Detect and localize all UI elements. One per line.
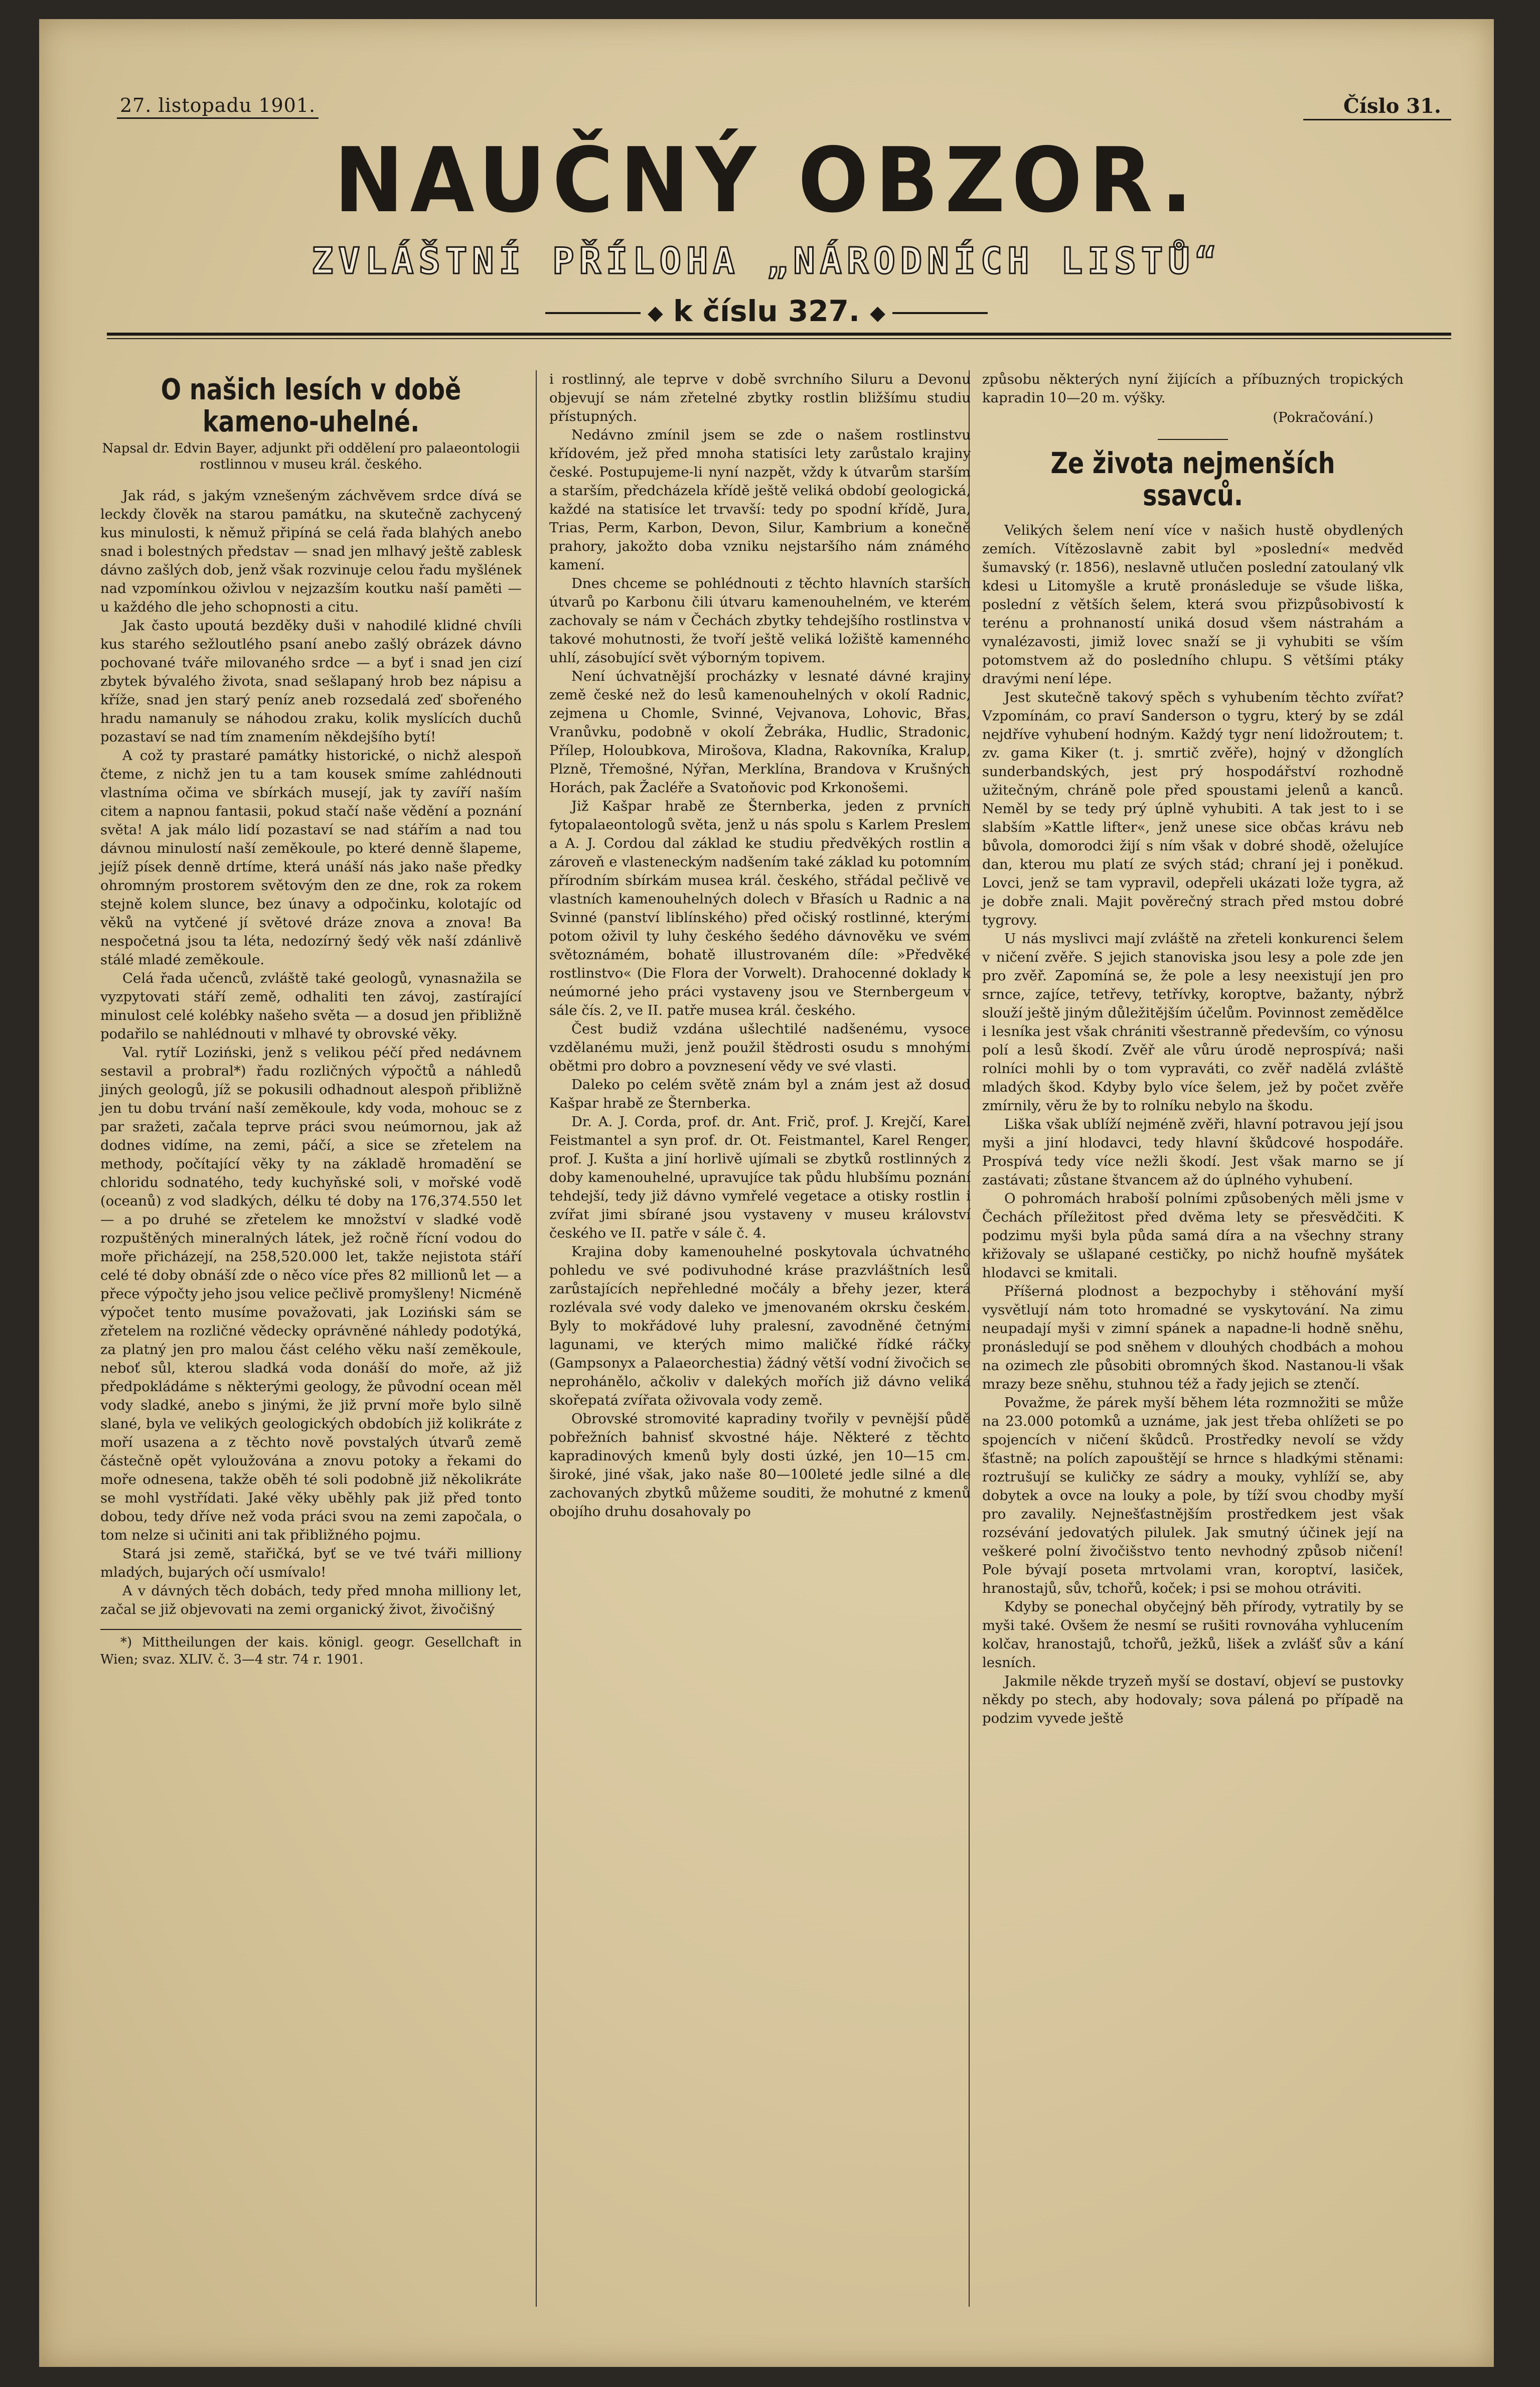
column-1 xyxy=(100,370,522,1668)
paragraph: Dr. A. J. Corda, prof. dr. Ant. Frič, prof. J. Krejčí, Karel Feistmantel a syn prof. dr. Ot. Feistmantel, Karel Renger, prof. J. Kušta a jiní horlivě ujímali se zbytků rostlinných z doby kamenouhelné, upravujíce tak půdu hlubšímu poznání tehdejší, tedy již dávno vymřelé vegetace a otisky rostlin i zvířat jimi sbírané jsou vystaveny v museu království českého ve II. patře v sále č. 4. xyxy=(549,1114,971,1241)
paragraph: Obrovské stromovité kapradiny tvořily v pevnější půdě pobřežních bahnisť skvostné háje. Některé z těchto kapradinových kmenů byly dosti úzké, jen 10—15 cm. široké, jiné však, jako naše 80—100leté jedle silné a dle zachovaných zbytků můžeme souditi, že mohutné z kmenů obojího druhu dosahovaly po xyxy=(549,1411,971,1520)
paragraph: O pohromách hraboší polními způsobených měli jsme v Čechách příležitost před dvěma lety se přesvědčiti. K podzimu myši byla půda samá díra a na všechny strany křižovaly se ušlapané cestičky, po nichž houfně myšátek hlodavci se kmitali. xyxy=(982,1190,1404,1281)
paragraph: Jakmile někde tryzeň myší se dostaví, objeví se pustovky někdy po stech, aby hodovaly; sova pálená po případě na podzim vyvede ještě xyxy=(982,1673,1404,1726)
paragraph: Jest skutečně takový spěch s vyhubením těchto zvířat? Vzpomínám, co praví Sanderson o tygru, který by se zdál nejdříve vyhubení hodným. Každý tygr není lidožroutem; t. zv. gama Kiker (t. j. smrtič zvěře), hojný v džonglích sunderbandských, jest prý hospodářství rozhodně užitečným, chráně pole před spoustami jelenů a kanců. Neměl by se tedy prý úplně vyhubiti. A tak jest to i se slabším »Kattle lifter«, jenž unese sice občas krávu neb bůvola, domorodci žijí s ním však v dobré shodě, oželujíce dan, kterou mu platí ze svých stád; chraní jej i poněkud. Lovci, jenž se tam vypravil, odepřeli ukázati lože tygra, až je dobře znali. Majit pověrečný strach před mstou dobré tygrovy. xyxy=(982,689,1404,928)
header-rule-thick xyxy=(107,333,1451,336)
footnote-text: *) Mittheilungen der kais. königl. geogr. Gesellchaft in Wien; svaz. XLIV. č. 3—4 str. 74 r. 1901. xyxy=(100,1635,522,1667)
diamond-ornament-icon: ◆ xyxy=(870,301,885,325)
paragraph: Velikých šelem není více v našich hustě obydlených zemích. Vítězoslavně zabit byl »poslední« medvěd šumavský (r. 1856), neslavně utlučen poslední zatoulaný vlk kdesi u Litomyšle a krutě pronásleduje se všude liška, poslední z větších šelem, která svou přizpůsobivostí k terénu a prohnaností uniká dosud všem nástrahám a vynalézavosti, jimiž lovec snaží se ji vyhubiti se vším potomstvem až do posledního chlupu. S většími ptáky dravými není lépe. xyxy=(982,522,1404,687)
header-rule-thin xyxy=(107,338,1451,339)
header-date: 27. listopadu 1901. xyxy=(117,94,319,119)
paragraph: Liška však ublíží nejméně zvěři, hlavní potravou její jsou myši a jiní hlodavci, tedy hlavní škůdcové hospodáře. Prospívá tedy více nežli škodí. Jest však marno se jí zastávati; zůstane štvancem až do úplného vyhubení. xyxy=(982,1116,1404,1188)
issue-reference-text: k číslu 327. xyxy=(673,294,860,328)
masthead-subtitle: ZVLÁŠTNÍ PŘÍLOHA „NÁRODNÍCH LISTŮ“ xyxy=(312,240,1221,282)
column-3 xyxy=(982,370,1404,1728)
paragraph: Daleko po celém světě znám byl a znám jest až dosud Kašpar hrabě ze Šternberka. xyxy=(549,1077,971,1111)
column-2 xyxy=(549,370,971,1521)
ornament-rule-left xyxy=(545,312,641,314)
paragraph: i rostlinný, ale teprve v době svrchního Siluru a Devonu objevují se nám zřetelné zbytky rostlin bližšímu studiu přístupných. xyxy=(549,371,971,424)
diamond-ornament-icon: ◆ xyxy=(648,301,663,325)
paragraph: Považme, že párek myší během léta rozmnožiti se může na 23.000 potomků a uznáme, jak jest třeba ohlížeti se po spojencích v ničení škůdců. Prostředky nevolí se vždy šťastně; na polích zapouštějí se hrnce s hladkými stěnami: roztrušují se kuličky ze sádry a mouky, vyhlíží se, aby dobytek a ovce na louky a pole, by tíží svou chodby myší pro zavalily. Nejnešťastnějším prostředkem jest však rozsévání jedovatých pilulek. Jak smutný účinek její na veškeré polní živočišstvo tento nevhodný způsob ničení! Pole bývají poseta mrtvolami vran, koroptví, lasiček, hranostajů, sův, tchořů, koček; i psi se mohou otráviti. xyxy=(982,1395,1404,1596)
paragraph: Dnes chceme se pohlédnouti z těchto hlavních starších útvarů po Karbonu čili útvaru kamenouhelném, ve kterém zachovaly se nám v Čechách zbytky tehdejšího rostlinstva v takové mohutnosti, že tvoří ještě veliká ložiště kamenného uhlí, zásobující svět výborným topivem. xyxy=(549,575,971,666)
newspaper-page xyxy=(39,19,1494,2367)
article-title: O našich lesích v době kameno-uhelné. xyxy=(161,372,461,438)
issue-reference xyxy=(39,294,1494,328)
paragraph: Příšerná plodnost a bezpochyby i stěhování myší vysvětlují nám toto hromadné se vyskytování. Na zimu neupadají myši v zimní spánek a napadne-li hodně sněhu, pronásledují se pod sněhem v dlouhých chodbách a mohou na ozimech zle působiti obromných škod. Nastanou-li však mrazy beze sněhu, stuhnou též a řady jejich se ztenčí. xyxy=(982,1283,1404,1392)
paragraph: Čest budiž vzdána ušlechtilé nadšenému, vysoce vzdělanému muži, jenž použil štědrosti osudu s mnohými obětmi pro dobro a povznesení vědy ve své vlasti. xyxy=(549,1021,971,1074)
ornament-rule-right xyxy=(892,312,988,314)
paragraph: Celá řada učenců, zvláště také geologů, vynasnažila se vyzpytovati stáří země, odhaliti ten závoj, zastírající minulost celé kolébky našeho světa — a dosud jen přibližně podařilo se nahlédnouti v mlhavé ty obrovské věky. xyxy=(100,970,522,1042)
paragraph: A v dávných těch dobách, tedy před mnoha milliony let, začal se již objevovati na zemi organický život, živočišný xyxy=(100,1583,522,1617)
paragraph: Kdyby se ponechal obyčejný běh přírody, vytratily by se myši také. Ovšem že nesmí se rušiti rovnováha vyhlucením kolčav, hranostajů, tchořů, ježků, lišek a zvlášť sův a kání lesních. xyxy=(982,1599,1404,1671)
article-title: Ze života nejmenších ssavců. xyxy=(1050,446,1335,512)
header-issue-number: Číslo 31. xyxy=(1303,94,1451,120)
paragraph: Jak často upoutá bezděky duši v nahodilé klidné chvíli kus starého sežloutlého psaní anebo zašlý obrázek dávno pochované tváře milovaného srdce — a byť i snad jen cizí zbytek bývalého života, snad sešlapaný hrob bez nápisu a kříže, snad jen starý peníz aneb rozsedalá zeď sbořeného hradu namanuly se náhodou zraku, kolik myslících duchů pozastaví se nad tím znamením někdejšího bytí! xyxy=(100,618,522,745)
paragraph: A což ty prastaré památky historické, o nichž alespoň čteme, z nichž jen tu a tam kousek smíme zahlédnouti vlastníma očima ve sbírkách musejí, jak ty zavíří naším citem a napnou fantasii, pokud stačí naše vědění a poznání světa! A jak málo lidí pozastaví se nad stářím a nad tou dávnou minulostí naší zeměkoule, po které denně šlapeme, jejíž písek denně drtíme, která unáší nás jako naše předky ohromným prostorem světovým den ze dne, rok za rokem stejně kolem slunce, bez únavy a odpočinku, kolotajíc od věků na vytčené jí světové dráze znova a znova! Ba nespočetná jsou ta léta, nedozírný šedý věk naší zdánlivě stálé mladé zeměkoule. xyxy=(100,748,522,968)
paragraph: způsobu některých nyní žijících a příbuzných tropických kapradin 10—20 m. výšky. xyxy=(982,371,1404,406)
paragraph: Krajina doby kamenouhelné poskytovala úchvatného pohledu ve své podivuhodné kráse prazvláštních lesů zarůstajících nepřehledné močály a břehy jezer, která rozlévala své vody daleko ve jmenovaném okrsku českém. Byly to mokřádové luhy pralesní, zavodněné četnými lagunami, ve kterých mimo maličké řídké ráčky (Gampsonyx a Palaeorchestia) žádný větší vodní živočich se neprohánělo, ačkoliv v dalekých mořích již dávno veliká skořepatá zvířata oživovala vody země. xyxy=(549,1244,971,1408)
footnote xyxy=(100,1629,522,1668)
masthead: NAUČNÝ OBZOR. xyxy=(334,128,1199,232)
paragraph: U nás myslivci mají zvláště na zřeteli konkurenci šelem v ničení zvěře. S jejich stanoviska jsou lesy a pole zde jen pro zvěř. Zapomíná se, že pole a lesy neexistují jen pro srnce, zajíce, tetřevy, tetřívky, koroptve, bažanty, nýbrž slouží ještě jiným důležitějším účelům. Povinnost zemědělce i lesníka jest však chrániti všestranně především, co výnosu polí a lesů škodí. Zvěř ale vůru úrodě neprospívá; naši rolníci mohli by o tom vypraváti, co zvěř nadělá zvláště mladých škod. Kdyby bylo více šelem, jež by počet zvěře zmírnily, věru že by to rolníku nebylo na škodu. xyxy=(982,931,1404,1114)
paragraph: Jak rád, s jakým vznešeným záchvěvem srdce dívá se leckdy člověk na starou památku, na skutečně zachycený kus minulosti, k němuž připíná se celá řada blahých anebo snad i bolestných představ — snad jen mlhavý ještě zablesk dávno zašlých dob, jenž však rozvinuje celou řadu myšlének nad vzpomínkou oživlou v nejzazším koutku naší paměti — u každého dle jeho schopnosti a citu. xyxy=(100,488,522,615)
paragraph: Již Kašpar hrabě ze Šternberka, jeden z prvních fytopalaeontologů světa, jenž u nás spolu s Karlem Preslem a A. J. Cordou dal základ ke studiu předvěkých rostlin a zároveň e vlasteneckým nadšením také základ ku potomním přírodním sbírkám musea král. českého, střádal pečlivě ve vlastních kamenouhelných dolech v Břasích u Radnic a na Svinné (panství liblínského) před očiský rostlinné, kterými potom oživil ty luhy českého šedého dávnověku ve svém světoznámém, bohatě illustrovaném díle: »Předvěké rostlinstvo« (Die Flora der Vorwelt). Drahocenné doklady k neúmorné jeho práci vystaveny jsou ve Sternbergeum v sále čís. 2, ve II. patře musea král. českého. xyxy=(549,798,971,1018)
paragraph: Není úchvatnější procházky v lesnaté dávné krajiny země české než do lesů kamenouhelných v okolí Radnic, zejmena u Chomle, Svinné, Vejvanova, Lohovic, Břas, Vranůvku, podobně v okolí Žebráka, Hudlic, Stradonic, Přílep, Holoubkova, Mirošova, Kladna, Rakovníka, Kralup, Plzně, Třemošné, Nýřan, Merklína, Brandova v Krušných Horách, pak Žacléře a Svatoňovic pod Krkonošemi. xyxy=(549,668,971,796)
paragraph: Stará jsi země, stařičká, byť se ve tvé tváři milliony mladých, bujarých očí usmívalo! xyxy=(100,1546,522,1580)
column-divider xyxy=(536,370,537,2307)
continued-note: (Pokračování.) xyxy=(1273,409,1373,425)
paragraph: Nedávno zmínil jsem se zde o našem rostlinstvu křídovém, jež před mnoha statisíci lety zarůstalo krajiny české. Postupujeme-li nyní nazpět, vždy k útvarům starším a starším, předcházela křídě ještě veliká období geologická, každé na statisíce let trvavší: tedy po spodní křídě, Jura, Trias, Perm, Karbon, Devon, Silur, Kambrium a konečně prahory, jakožto doba vzniku nejstaršího nám známého kamení. xyxy=(549,427,971,573)
article-byline: Napsal dr. Edvin Bayer, adjunkt při oddělení pro palaeontologii rostlinnou v museu král. českého. xyxy=(102,441,520,472)
paragraph: Val. rytíř Loziński, jenž s velikou péčí před nedávnem sestavil a probral*) řadu rozličných výpočtů a náhledů jiných geologů, jíž se pokusili odhadnout alespoň přibližně jen tu dobu trvání naší zeměkoule, kdy voda, mohouc se z par sražeti, začala teprve práci svou neúmornou, jak až dodnes vidíme, na zemi, páčí, a sice se zřetelem na methody, počítající věky ty na základě hromadění se chloridu sodnatého, tedy kuchyňské soli, v mořské vodě (oceanů) z vod sladkých, délku té doby na 176,374.550 let — a po druhé se zřetelem ke množství v sladké vodě rozpuštěných mineralných látek, jež ročně řícní vodou do moře přicházejí, na 258,520.000 let, takže nejistota stáří celé té doby obnáší zde o něco více přes 82 millionů let — a přece výpočty jeho jsou velice pečlivě promyšleny! Nicméně výpočet tento musíme považovati, jak Loziński sám se zřetelem na rozličné vědecky oprávněné náhledy podotýká, za platný jen pro malou část celého věku naší zeměkoule, neboť sůl, kterou sladká voda donáší do moře, až již předpokládáme s některými geology, že původní ocean měl vody sladké, anebo s jinými, že již první moře bylo silně slané, byla ve velikých geologických obdobích již kolikráte z moří usazena a z těchto nově povstalých útvarů země částečně opět vyloužována a znovu potoky a řekami do moře odnesena, takže oběh té soli podobně již několikráte se mohl vystřídati. Jaké věky uběhly pak již před tonto dobou, tedy dříve než voda práci svou na zemi započala, o tom nelze si učiniti ani tak přibližného pojmu. xyxy=(100,1045,522,1543)
article-separator xyxy=(1158,439,1228,440)
